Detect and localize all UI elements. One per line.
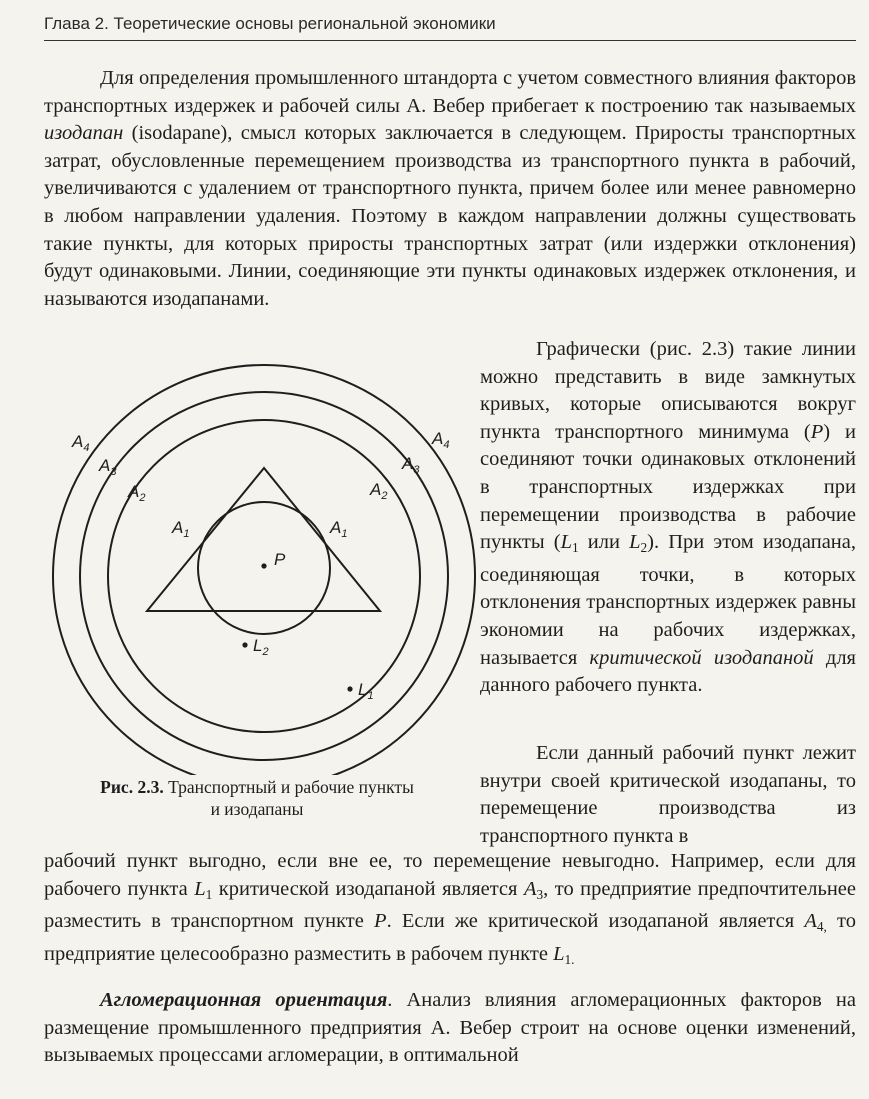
paragraph-isodapane-intro: [44, 65, 856, 313]
subscript: 1: [571, 540, 579, 556]
subscript: 3: [536, 886, 544, 902]
caption-text: Транспортный и рабочие пункты: [163, 777, 414, 797]
italic-symbol: A: [804, 910, 817, 933]
text-run: . Если же критической изодапаной является: [386, 910, 805, 933]
italic-symbol: L: [629, 531, 641, 554]
label-p: P: [274, 550, 286, 569]
text-run: то предприятие целесообразно разместить в рабочем пункте: [44, 910, 856, 965]
caption-label: Рис. 2.3.: [100, 777, 164, 797]
subscript: 2: [640, 540, 648, 556]
italic-symbol: A: [523, 877, 537, 900]
paragraph-example: [44, 848, 856, 973]
label-a4-right: $A_4$: [432, 429, 450, 451]
text-run: ) и соединяют точки одинаковых отклонений в транспортных издержках при перемещении производства в рабочие пункты (: [480, 420, 856, 554]
label-a3-right: $A_3$: [402, 454, 420, 476]
text-run: , то предприятие предпочтительнее разместить в транспортном пункте: [44, 877, 856, 933]
text-run: ). При этом изодапана, соединяющая точки, в которых отклонения транспортных издержек равны экономии на рабочих издержках, называется: [480, 531, 856, 669]
point-l2-dot: [242, 642, 247, 647]
text-run: (isodapane), смысл которых заключается в следующем. Приросты транспортных затрат, обусловленные перемещением производства из транспортного пункта в рабочий, увеличиваются с удалением от транспортного пункта, причем более или менее равномерно в любом направлении удаления. Поэтому в каждом направлении должны существовать такие пункты, для которых приросты транспортных затрат (или издержки отклонения) будут одинаковыми. Линии, соединяющие эти пункты одинаковых издержек отклонения, и называются изодапанами.: [44, 122, 856, 310]
italic-term: критической изодапаной: [589, 646, 814, 669]
label-a2-right: $A_2$: [370, 480, 388, 502]
text-run: критической изодапаной является: [212, 877, 524, 900]
italic-symbol: L: [553, 942, 565, 965]
subscript: 4,: [816, 919, 827, 935]
point-l1-dot: [347, 686, 352, 691]
figure-caption: [44, 776, 470, 820]
paragraph-agglomeration: [44, 987, 856, 1070]
label-l1: $L_1$: [358, 680, 374, 702]
running-header: Глава 2. Теоретические основы региональной экономики: [44, 14, 856, 41]
label-l2: $L_2$: [253, 636, 269, 658]
text-run: рабочий пункт выгодно, если вне ее, то перемещение невыгодно. Например, если для рабочего пункта: [44, 850, 856, 900]
text-run: для данного рабочего пункта.: [480, 646, 856, 697]
label-a2-left: $A_2$: [128, 482, 146, 504]
subscript: 1: [205, 886, 213, 902]
caption-text-line2: и изодапаны: [210, 799, 304, 819]
label-a4-left: $A_4$: [72, 432, 90, 454]
text-run: Для определения промышленного штандорта с учетом совместного влияния факторов транспортных издержек и рабочей силы А. Вебер прибегает к построению так называемых: [44, 67, 856, 117]
paragraph-critical-isodapane: Если данный рабочий пункт лежит внутри своей критической изодапаны, то перемещение производства из транспортного пункта в: [480, 742, 856, 847]
isodapane-figure: [40, 345, 476, 775]
text-run: или: [578, 531, 630, 554]
isodapane-a4: [53, 365, 475, 775]
text-run: . Анализ влияния агломерационных факторов на размещение промышленного предприятия А. Вебер строит на основе оценки изменений, вызываемых процессами агломерации, в оптимальной: [44, 989, 856, 1067]
italic-symbol: P: [810, 420, 824, 443]
label-a3-left: $A_3$: [99, 456, 117, 478]
subscript: 1.: [564, 951, 575, 967]
isodapane-a3: [80, 392, 448, 760]
paragraph-graphic-explanation: [480, 336, 856, 700]
bold-italic-term: Агломерационная ориентация: [100, 989, 388, 1011]
label-a1-right: $A_1$: [330, 518, 348, 540]
italic-symbol: L: [560, 531, 572, 554]
point-p-dot: [261, 563, 266, 568]
italic-symbol: L: [194, 877, 206, 900]
italic-term: изодапан: [44, 122, 124, 145]
text-run: Графически (рис. 2.3) такие линии можно представить в виде замкнутых кривых, которые описываются вокруг пункта транспортного минимума (: [480, 338, 856, 443]
italic-symbol: P: [374, 910, 387, 933]
label-a1-left: $A_1$: [172, 518, 190, 540]
